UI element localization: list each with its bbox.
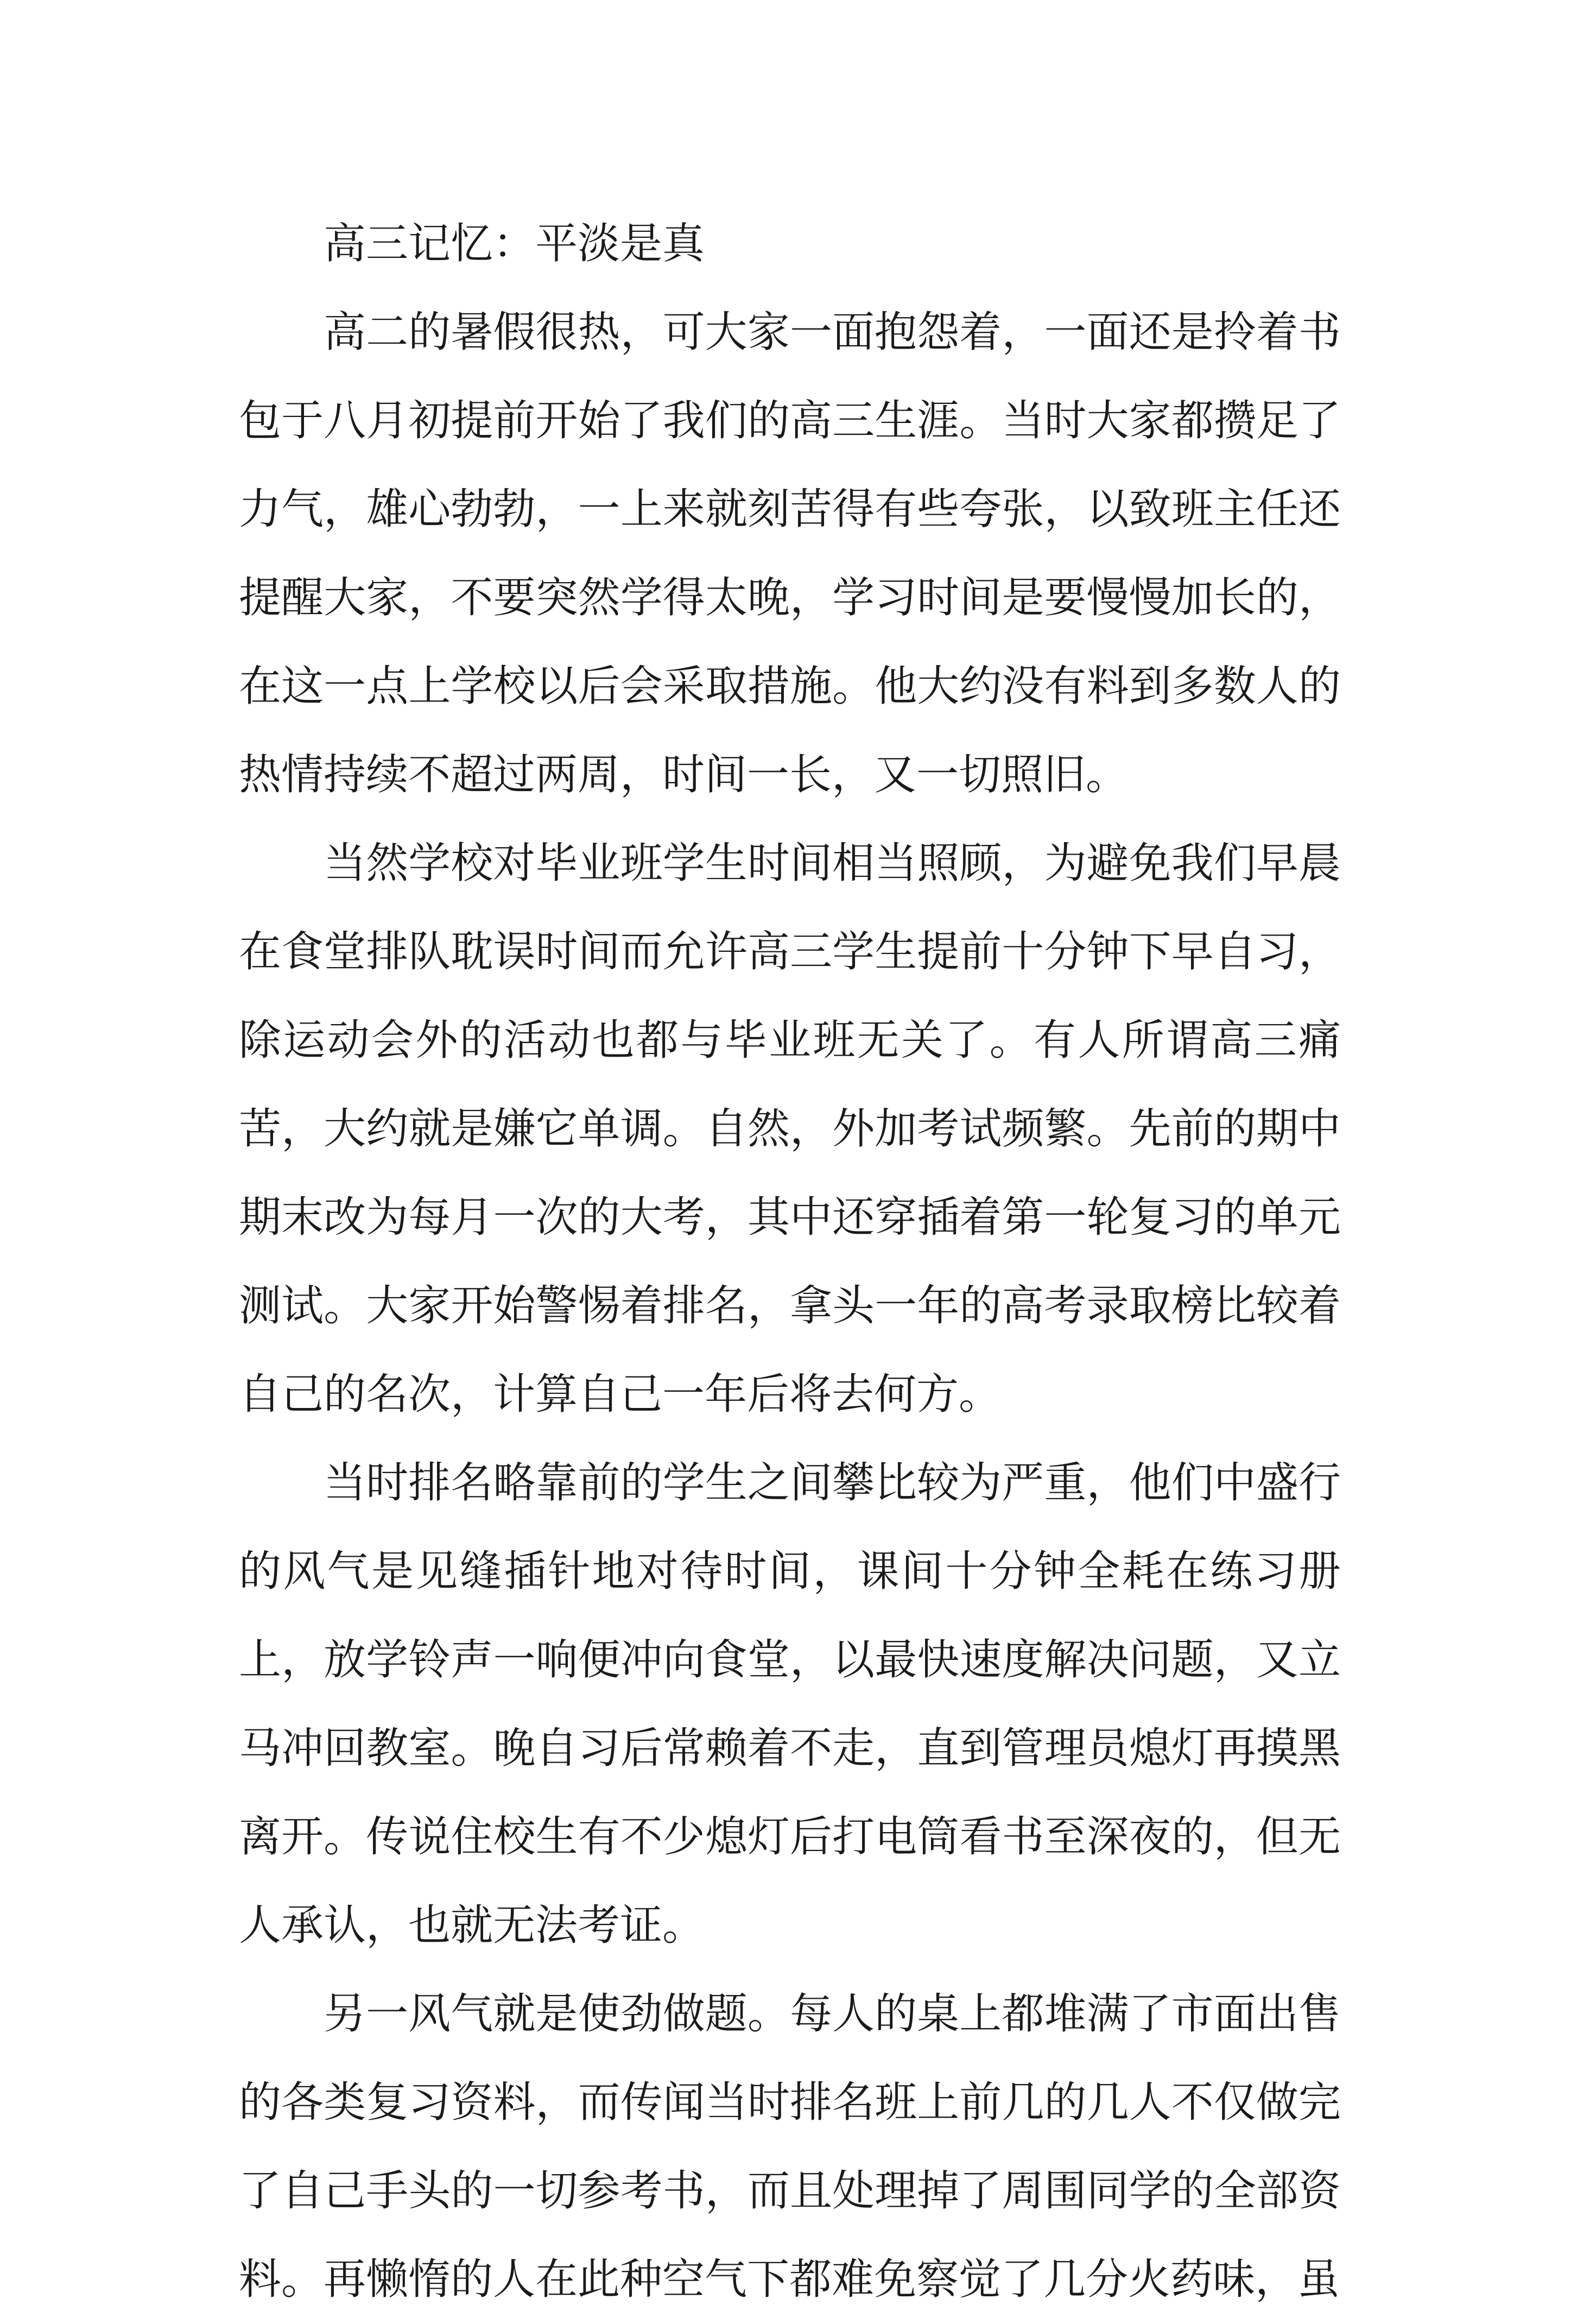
paragraph: 另一风气就是使劲做题。每人的桌上都堆满了市面出售的各类复习资料，而传闻当时排名班上前几的几人不仅做完了自己手头的一切参考书，而且处理掉了周围同学的全部资料。再懒惰的人在此种空气下都难免察觉了几分火药味，虽 <box>239 1990 1341 2304</box>
paragraph: 当然学校对毕业班学生时间相当照顾，为避免我们早晨在食堂排队耽误时间而允许高三学生提前十分钟下早自习，除运动会外的活动也都与毕业班无关了。有人所谓高三痛苦，大约就是嫌它单调。自然，外加考试频繁。先前的期中期末改为每月一次的大考，其中还穿插着第一轮复习的单元测试。大家开始警惕着排名，拿头一年的高考录取榜比较着自己的名次，计算自己一年后将去何方。 <box>239 839 1341 1419</box>
document-title: 高三记忆：平淡是真 <box>324 219 705 268</box>
paragraph: 高二的暑假很热，可大家一面抱怨着，一面还是拎着书包于八月初提前开始了我们的高三生涯。当时大家都攒足了力气，雄心勃勃，一上来就刻苦得有些夸张，以致班主任还提醒大家，不要突然学得太晚，学习时间是要慢慢加长的，在这一点上学校以后会采取措施。他大约没有料到多数人的热情持续不超过两周，时间一长，又一切照旧。 <box>239 308 1341 799</box>
document-body <box>239 200 1341 2324</box>
paragraph: 当时排名略靠前的学生之间攀比较为严重，他们中盛行的风气是见缝插针地对待时间，课间十分钟全耗在练习册上，放学铃声一响便冲向食堂，以最快速度解决问题，又立马冲回教室。晚自习后常赖着不走，直到管理员熄灯再摸黑离开。传说住校生有不少熄灯后打电筒看书至深夜的，但无人承认，也就无法考证。 <box>239 1458 1341 1950</box>
